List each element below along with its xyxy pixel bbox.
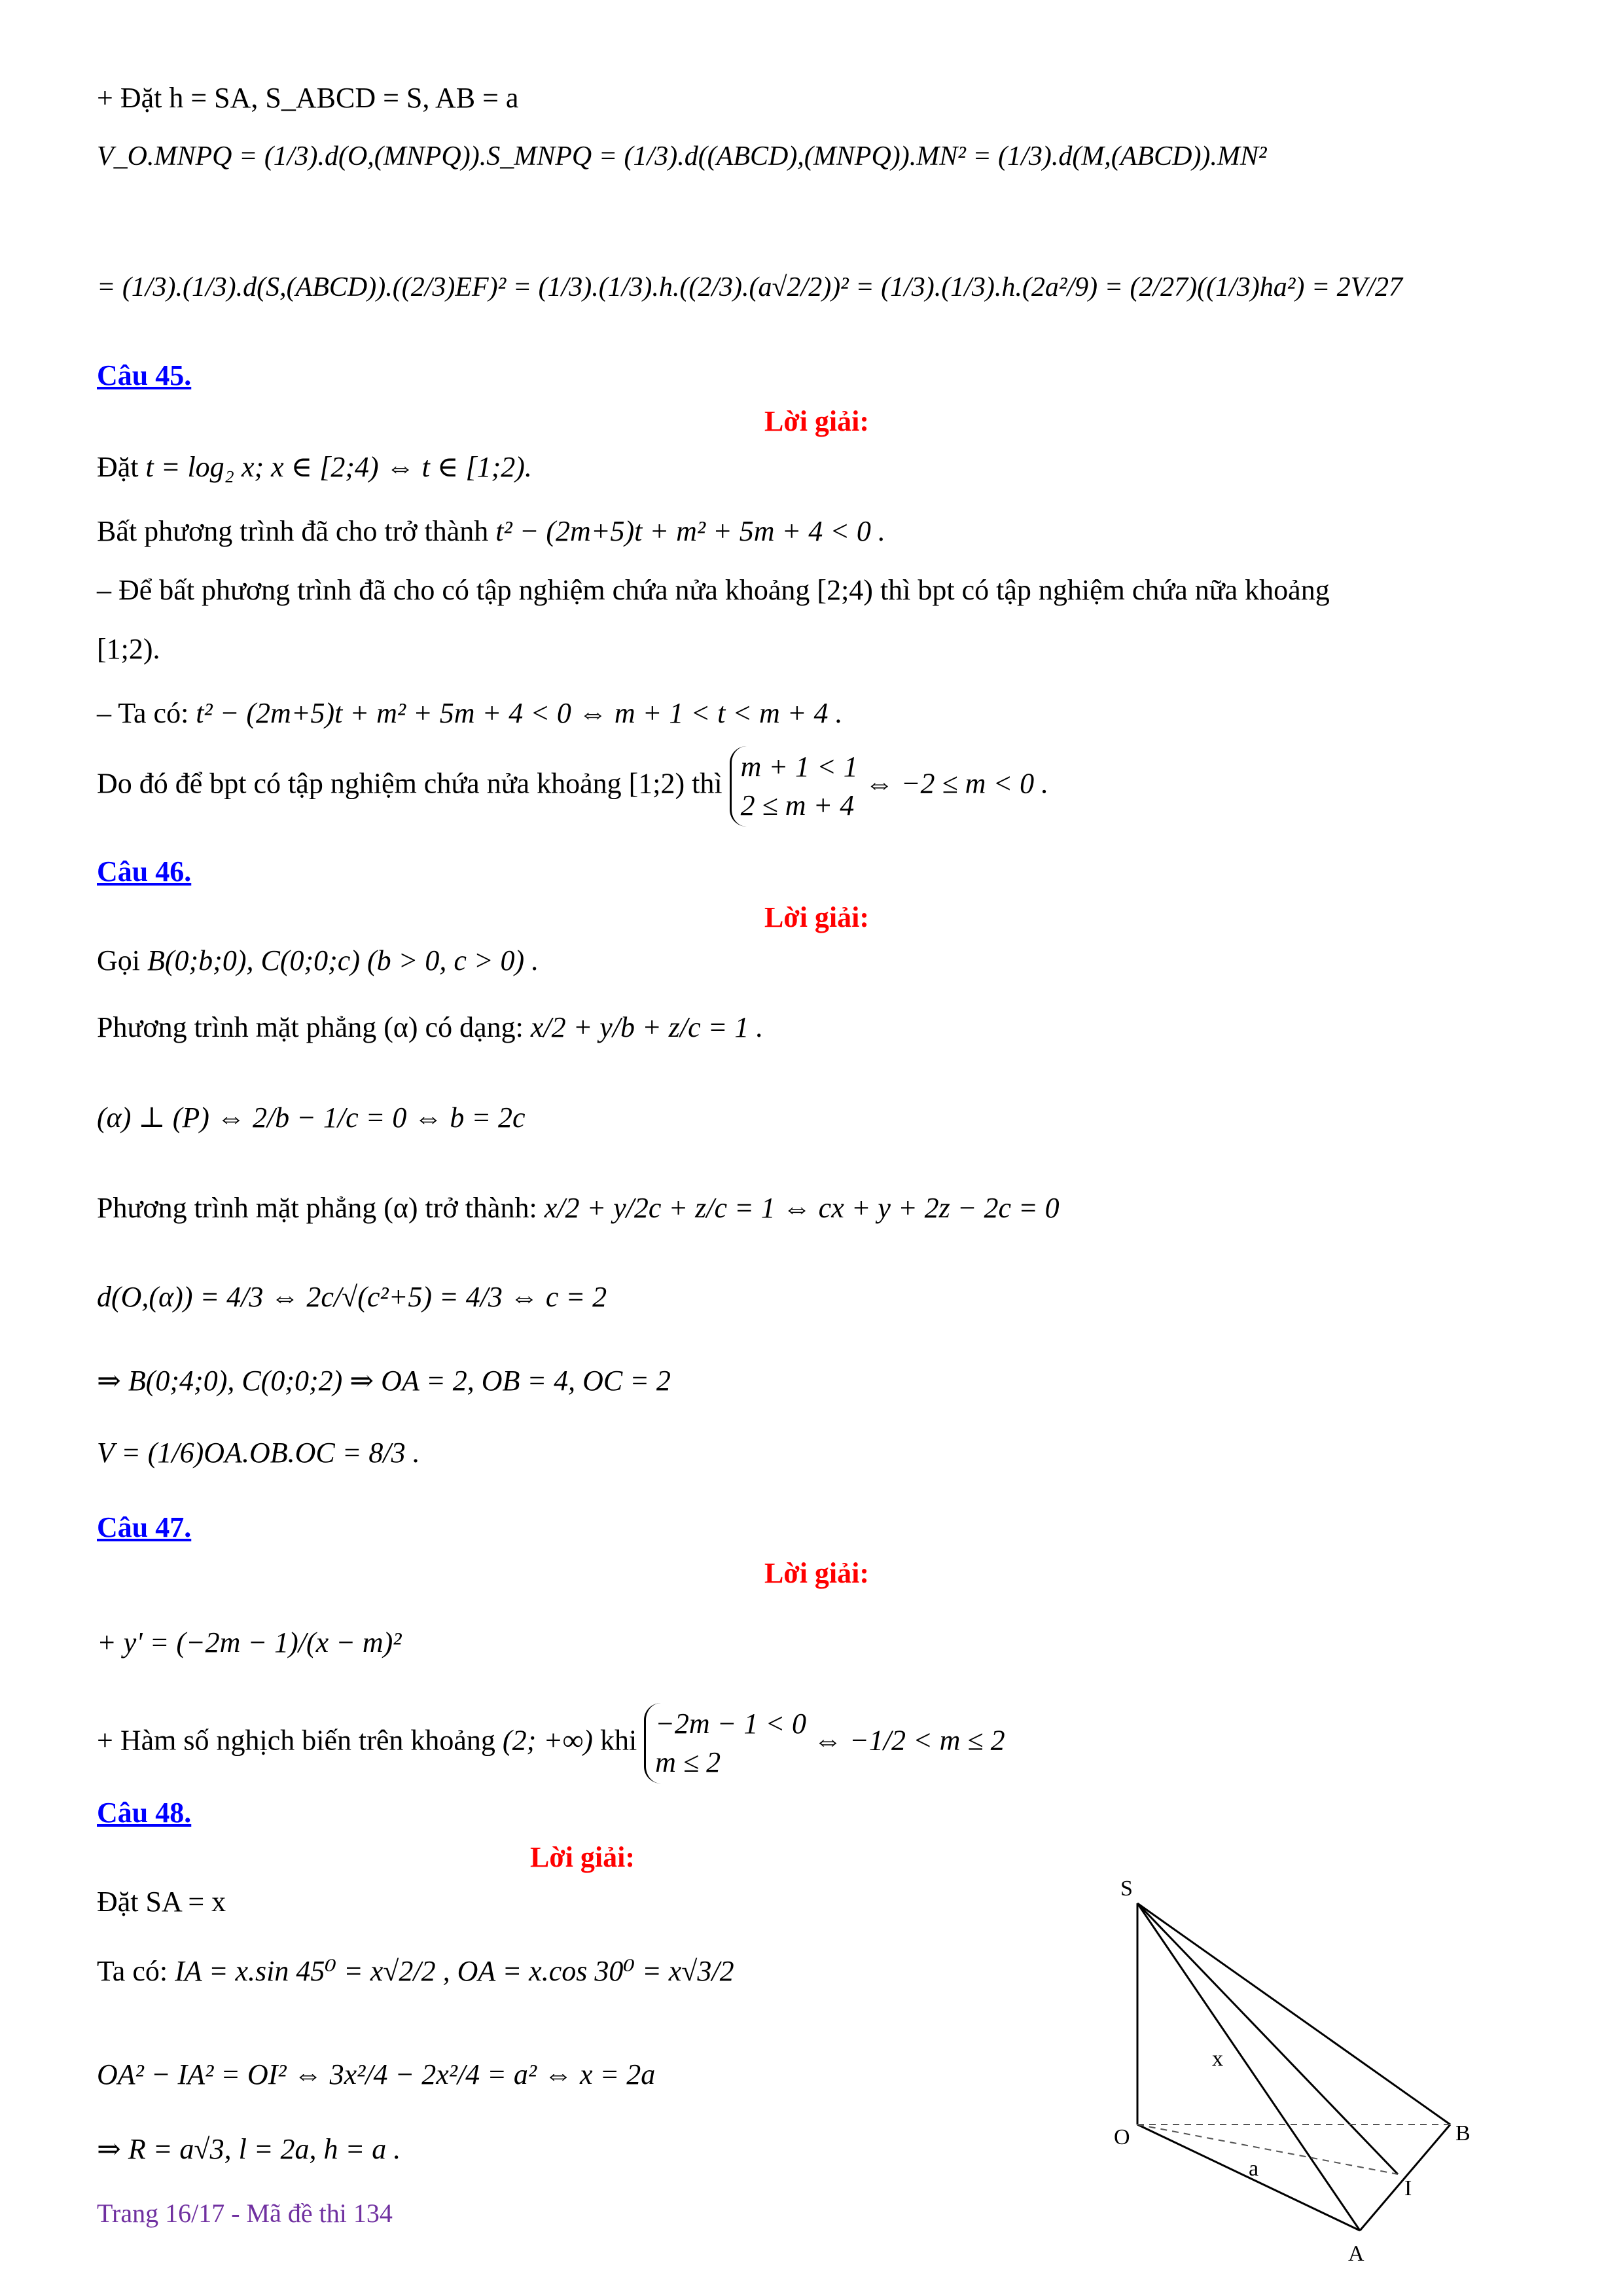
label-x: x [1212,2047,1223,2071]
question-46-title: Câu 46. [97,855,192,888]
label-i: I [1404,2176,1412,2200]
q45-line-5 [97,699,842,728]
q46-l2-text: Phương trình mặt phẳng (α) có dạng: [97,1011,524,1043]
question-47-title: Câu 47. [97,1511,192,1543]
q47-l1-math: + y' = (−2m − 1)/(x − m)² [97,1626,402,1659]
segment-oa [1137,2125,1360,2231]
q45-l1-math: t = log₂ x; x ∈ [2;4) ⇔ t ∈ [1;2). [145,451,532,483]
q45-line-1 [97,453,532,482]
segment-sa [1137,1903,1360,2231]
q46-l1-text: Gọi [97,944,140,977]
q46-line-7 [97,1439,420,1467]
q47-line-2 [97,1703,1005,1784]
q48-l2-math: IA = x.sin 45⁰ = x√2/2 , OA = x.cos 30⁰ = x√3/2 [175,1955,734,1987]
label-a-segment: a [1249,2157,1259,2181]
volume-formula-1 [97,143,1267,170]
segment-oi-dashed [1137,2125,1398,2174]
question-48-title: Câu 48. [97,1797,192,1829]
q46-line-3 [97,1103,526,1132]
q47-system [644,1703,806,1784]
label-a: A [1348,2242,1364,2266]
q45-l1-text: Đặt [97,451,139,483]
label-s: S [1120,1876,1133,1901]
question-45-solution-label: Lời giải: [764,405,870,437]
q47-l2-text: + Hàm số nghịch biến trên khoảng [97,1724,495,1757]
intro-line [97,84,518,113]
q45-line-4 [97,635,160,664]
q46-line-2 [97,1013,763,1042]
label-b: B [1455,2121,1471,2145]
segment-ab [1360,2125,1450,2231]
q45-sys-line-2: 2 ≤ m + 4 [740,789,855,822]
q45-l5-math: t² − (2m+5)t + m² + 5m + 4 < 0 ⇔ m + 1 < t < m + 4 . [196,697,843,729]
q45-l5-text: – Ta có: [97,697,189,729]
q48-line-2 [97,1957,734,1986]
q45-l3-text-2: thì bpt có tập nghiệm chứa nữa khoảng [880,574,1330,606]
label-o: O [1114,2125,1130,2149]
q48-l4-math: ⇒ R = a√3, l = 2a, h = a . [97,2133,401,2165]
q46-l5-math: d(O,(α)) = 4/3 ⇔ 2c/√(c²+5) = 4/3 ⇔ c = 2 [97,1281,607,1313]
q46-line-4 [97,1194,1060,1223]
q48-line-3 [97,2060,655,2089]
q46-l4-text: Phương trình mặt phẳng (α) trở thành: [97,1192,537,1224]
q47-sys-line-2: m ≤ 2 [655,1746,721,1779]
q48-l1-text: Đặt SA = x [97,1886,226,1918]
q45-sys-line-1: m + 1 < 1 [740,751,858,783]
q45-l2-math: t² − (2m+5)t + m² + 5m + 4 < 0 . [495,515,885,547]
q45-l4-math: [1;2). [97,633,160,665]
q46-line-6 [97,1367,671,1395]
q46-line-1 [97,946,539,975]
segment-sb [1137,1903,1450,2125]
page-footer: Trang 16/17 - Mã đề thi 134 [97,2198,393,2228]
q47-sys-line-1: −2m − 1 < 0 [655,1708,807,1740]
q46-line-5 [97,1283,607,1312]
question-46-solution-label: Lời giải: [764,901,870,933]
q48-l3-math: OA² − IA² = OI² ⇔ 3x²/4 − 2x²/4 = a² ⇔ x = 2a [97,2058,656,2090]
q45-line-6 [97,746,1048,827]
question-47-solution-label: Lời giải: [764,1557,870,1589]
q46-l7-math: V = (1/6)OA.OB.OC = 8/3 . [97,1437,420,1469]
volume-formula-2 [97,274,1402,301]
q47-line-1 [97,1628,402,1657]
q47-l2-result: ⇔ −1/2 < m ≤ 2 [813,1724,1005,1757]
q46-l3-math: (α) ⊥ (P) ⇔ 2/b − 1/c = 0 ⇔ b = 2c [97,1102,526,1134]
volume-formula-1-text: V_O.MNPQ = (1/3).d(O,(MNPQ)).S_MNPQ = (1/3).d((ABCD),(MNPQ)).MN² = (1/3).d(M,(ABCD)).MN² [97,141,1267,171]
q48-line-1 [97,1888,226,1916]
intro-text: + Đặt h = SA, S_ABCD = S, AB = a [97,82,519,114]
q45-line-2 [97,517,885,546]
q46-l2-math: x/2 + y/b + z/c = 1 . [530,1011,764,1043]
question-48-solution-label: Lời giải: [530,1841,635,1873]
q45-l3-text: – Để bất phương trình đã cho có tập nghiệm chứa nửa khoảng [97,574,810,606]
q45-l3-math: [2;4) [817,574,873,606]
q45-l6-then: thì [692,767,722,800]
q46-l6-math: ⇒ B(0;4;0), C(0;0;2) ⇒ OA = 2, OB = 4, OC = 2 [97,1365,671,1397]
question-45-title: Câu 45. [97,359,192,391]
volume-formula-2-text: = (1/3).(1/3).d(S,(ABCD)).((2/3)EF)² = (1/3).(1/3).h.((2/3).(a√2/2))² = (1/3).(1/3).h.(2a²/9) = (2/27)((1/3)ha²) = 2V/27 [97,272,1402,302]
q45-l6-text: Do đó để bpt có tập nghiệm chứa nửa khoảng [97,767,622,800]
q47-l2-interval: (2; +∞) [502,1724,593,1757]
q48-line-4 [97,2135,401,2164]
q46-l1-math: B(0;b;0), C(0;0;c) (b > 0, c > 0) . [147,944,539,977]
q48-l2-text: Ta có: [97,1955,168,1987]
segment-si [1137,1903,1398,2174]
q45-line-3 [97,576,1330,605]
q47-l2-when: khi [599,1724,637,1757]
q45-l6-interval: [1;2) [628,767,685,800]
q45-l2-text: Bất phương trình đã cho trở thành [97,515,489,547]
q45-l6-result: ⇔ −2 ≤ m < 0 . [865,767,1049,800]
q45-system [730,746,858,827]
q46-l4-math: x/2 + y/2c + z/c = 1 ⇔ cx + y + 2z − 2c = 0 [544,1192,1060,1224]
